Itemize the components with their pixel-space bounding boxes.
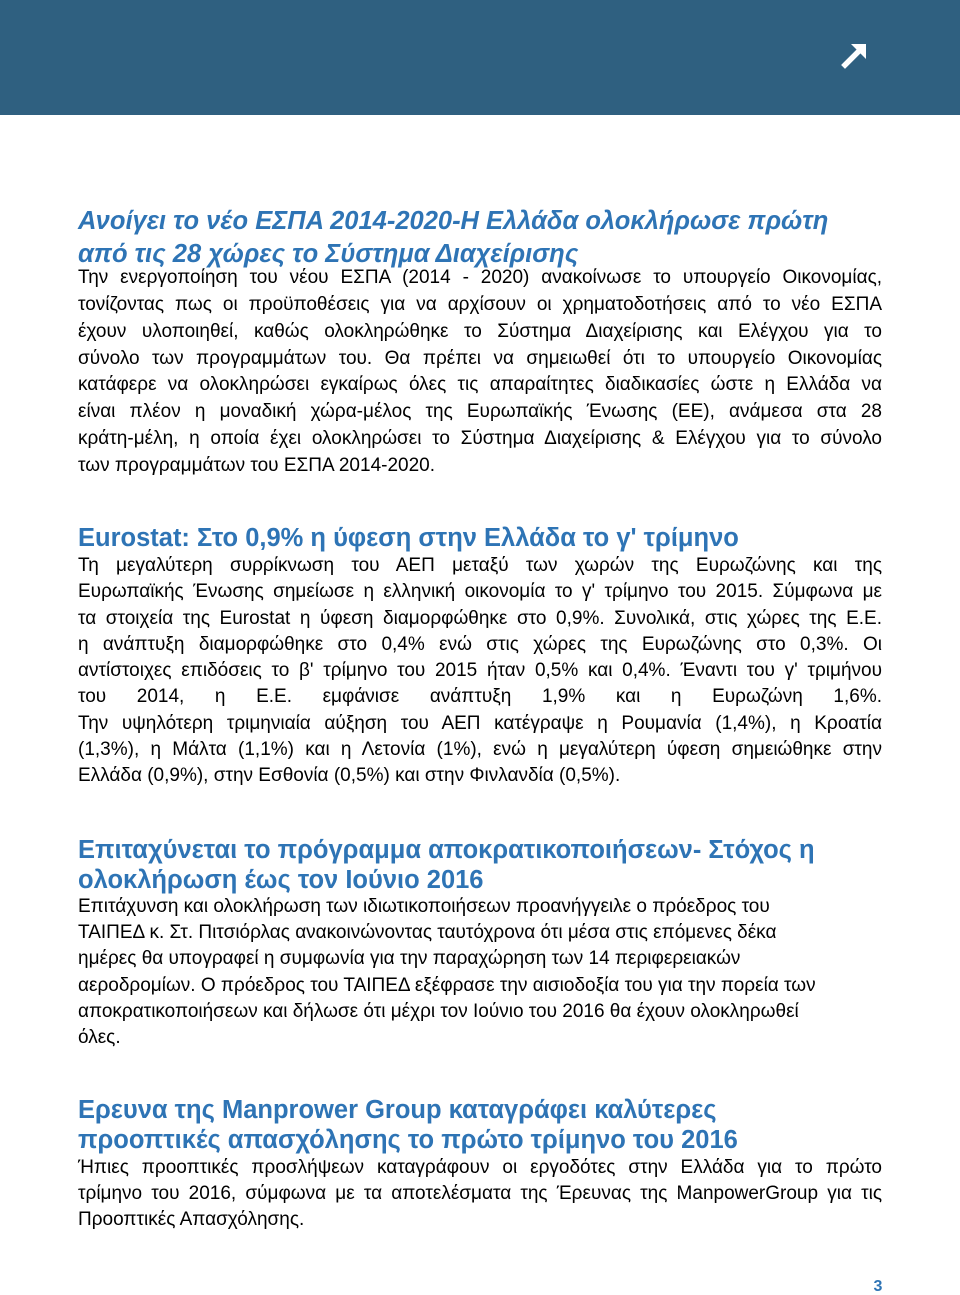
heading-line: Επιταχύνεται το πρόγραμμα αποκρατικοποιήσεων- Στόχος η <box>78 836 815 864</box>
article-body-eurostat <box>78 553 882 789</box>
body-line: του 2014, η Ε.Ε. εμφάνισε ανάπτυξη 1,9% και η Ευρωζώνη 1,6%. <box>78 686 882 708</box>
article-heading-espa <box>78 205 882 271</box>
body-line: έχουν υλοποιηθεί, καθώς ολοκληρώθηκε το Σύστημα Διαχείρισης και Ελέγχου για το <box>78 320 882 342</box>
article-body-espa <box>78 265 882 480</box>
body-line: Προοπτικές Απασχόλησης. <box>78 1209 305 1231</box>
page-number: 3 <box>873 1278 883 1295</box>
body-line: αεροδρομίων. Ο πρόεδρος του ΤΑΙΠΕΔ εξέφρασε την αισιοδοξία του για την πορεία των <box>78 974 816 996</box>
body-line: είναι πλέον η μοναδική χώρα-μέλος της Ευρωπαϊκής Ένωσης (ΕΕ), ανάμεσα στα 28 <box>78 401 882 423</box>
arrow-up-right-icon-graphic <box>840 40 870 70</box>
body-line: τα στοιχεία της Eurostat η ύφεση διαμορφώθηκε στο 0,9%. Συνολικά, στις χώρες της Ε.Ε. <box>78 607 882 629</box>
body-line: Τη μεγαλύτερη συρρίκνωση του ΑΕΠ μεταξύ των χωρών της Ευρωζώνης και της <box>78 555 882 576</box>
article-body-privatizations <box>78 894 882 1051</box>
body-line: ΤΑΙΠΕΔ κ. Στ. Πιτσιόρλας ανακοινώνοντας ταυτόχρονα ότι μέσα στις επόμενες δέκα <box>78 922 777 944</box>
heading-line: Eurostat: Στο 0,9% η ύφεση στην Ελλάδα το γ' τρίμηνο <box>78 524 739 552</box>
body-line: η ανάπτυξη διαμορφώθηκε στο 0,4% ενώ στις χώρες της Ευρωζώνης στο 0,3%. Οι <box>78 633 882 655</box>
body-line: κράτη-μέλη, η οποία έχει ολοκληρώσει το Σύστημα Διαχείρισης & Ελέγχου για το σύνολο <box>78 428 882 450</box>
article-heading-eurostat <box>78 523 882 553</box>
body-line: Επιτάχυνση και ολοκλήρωση των ιδιωτικοποιήσεων προανήγγειλε ο πρόεδρος του <box>78 896 770 917</box>
body-line: αποκρατικοποιήσεων και δήλωσε ότι μέχρι τον Ιούνιο του 2016 θα έχουν ολοκληρωθεί <box>78 1000 799 1022</box>
body-line: όλες. <box>78 1027 121 1049</box>
header-banner <box>0 0 960 115</box>
heading-line: προοπτικές απασχόλησης το πρώτο τρίμηνο του 2016 <box>78 1126 738 1154</box>
article-heading-manpower <box>78 1095 882 1155</box>
body-line: Ευρωπαϊκής Ένωσης σημείωσε η ελληνική οικονομία το γ' τρίμηνο του 2015. Σύμφωνα με <box>78 581 882 603</box>
article-body-manpower <box>78 1155 882 1234</box>
body-line: σύνολο των προγραμμάτων του. Θα πρέπει να σημειωθεί ότι το υπουργείο Οικονομίας <box>78 347 882 369</box>
body-line: των προγραμμάτων του ΕΣΠΑ 2014-2020. <box>78 454 436 476</box>
heading-line: Ανοίγει το νέο ΕΣΠΑ 2014-2020-Η Ελλάδα ολοκλήρωσε πρώτη <box>78 207 829 235</box>
body-line: τονίζοντας πως οι προϋποθέσεις για να αρχίσουν οι χρηματοδοτήσεις από το νέο ΕΣΠΑ <box>78 293 882 315</box>
article-heading-privatizations <box>78 835 882 895</box>
body-line: Την υψηλότερη τριμηνιαία αύξηση του ΑΕΠ κατέγραψε η Ρουμανία (1,4%), η Κροατία <box>78 712 882 734</box>
body-line: κατάφερε να ολοκληρώσει εγκαίρως όλες τις απαραίτητες διαδικασίες ώστε η Ελλάδα να <box>78 374 882 396</box>
body-line: αντίστοιχες επιδόσεις το β' τρίμηνο του 2015 ήταν 0,5% και 0,4%. Έναντι του γ' τριμήνου <box>78 660 882 681</box>
arrow-up-right-icon[interactable] <box>840 40 870 70</box>
body-line: ημέρες θα υπογραφεί η συμφωνία για την παραχώρηση των 14 περιφερειακών <box>78 948 741 970</box>
body-line: Ήπιες προοπτικές προσλήψεων καταγράφουν οι εργοδότες στην Ελλάδα για το πρώτο <box>78 1157 882 1178</box>
body-line: Ελλάδα (0,9%), στην Εσθονία (0,5%) και στην Φινλανδία (0,5%). <box>78 765 621 786</box>
body-line: (1,3%), η Μάλτα (1,1%) και η Λετονία (1%), ενώ η μεγαλύτερη ύφεση σημειώθηκε στην <box>78 738 882 760</box>
heading-line: ολοκλήρωση έως τον Ιούνιο 2016 <box>78 866 484 894</box>
body-line: τρίμηνο του 2016, σύμφωνα με τα αποτελέσματα της Έρευνας της ManpowerGroup για τις <box>78 1183 882 1205</box>
body-line: Την ενεργοποίηση του νέου ΕΣΠΑ (2014 - 2020) ανακοίνωσε το υπουργείο Οικονομίας, <box>78 267 882 288</box>
heading-line: από τις 28 χώρες το Σύστημα Διαχείρισης <box>78 240 579 268</box>
heading-line: Ερευνα της Manprower Group καταγράφει καλύτερες <box>78 1096 717 1124</box>
